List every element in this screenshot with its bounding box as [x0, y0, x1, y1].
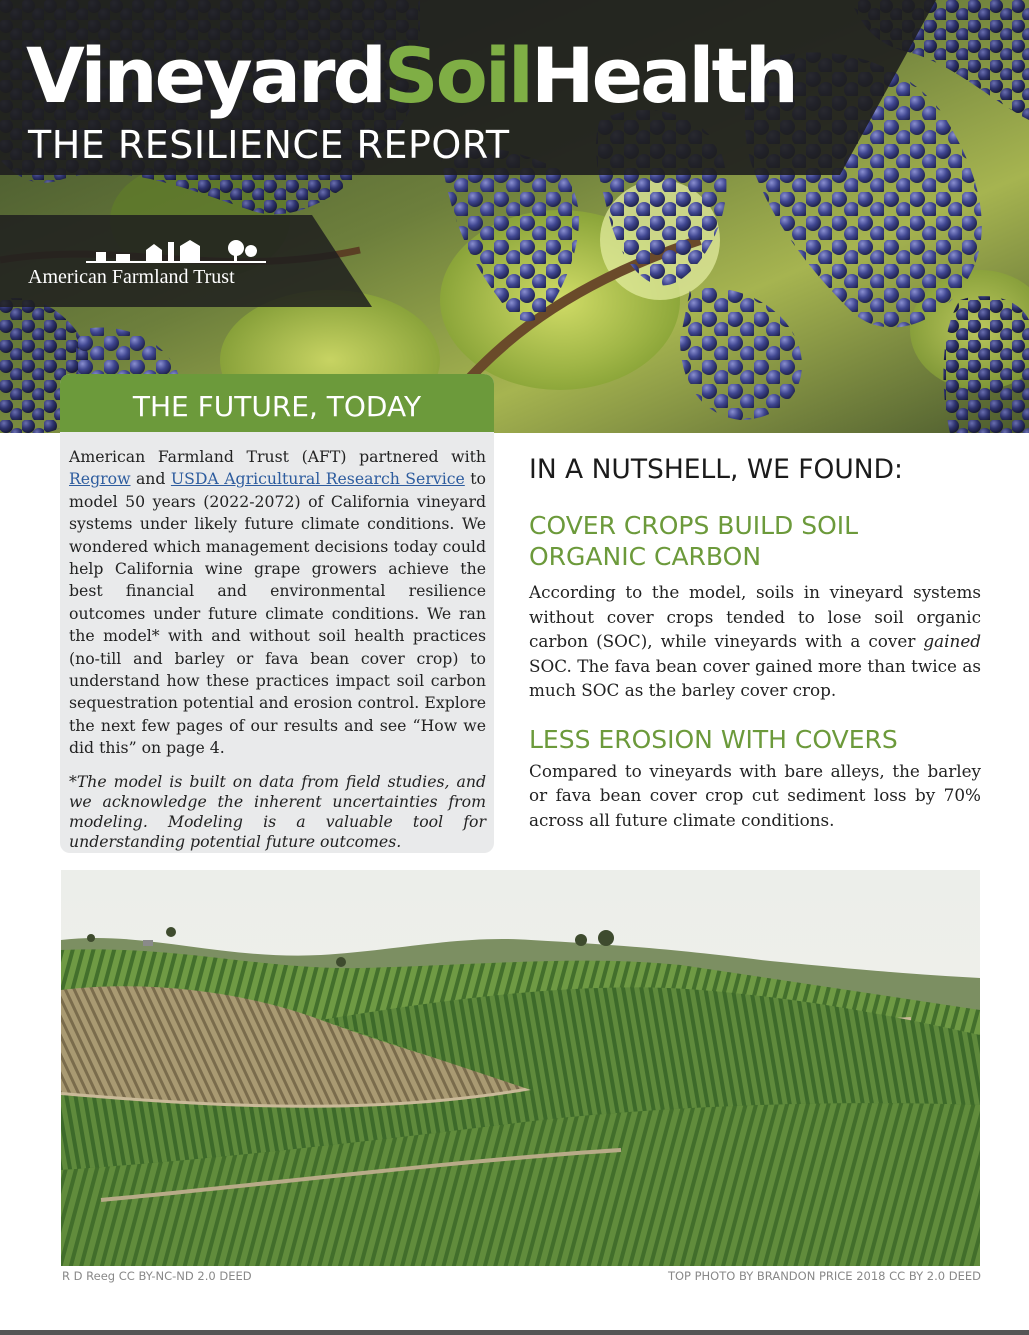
finding-1-emphasis: gained [923, 631, 981, 651]
finding-1-title: COVER CROPS BUILD SOIL ORGANIC CARBON [529, 511, 859, 571]
intro-text-and: and [130, 469, 171, 489]
landscape-illustration [61, 870, 980, 1266]
usda-ars-link[interactable]: USDA Agricultural Research Service [170, 469, 465, 489]
page-title [26, 31, 796, 120]
farm-logo-icon [86, 236, 266, 264]
title-word-soil: Soil [383, 31, 531, 120]
intro-text-start: American Farmland Trust (AFT) partnered with [69, 447, 486, 466]
findings-heading: IN A NUTSHELL, WE FOUND: [529, 454, 903, 485]
sidebar-heading: THE FUTURE, TODAY [60, 374, 494, 432]
vineyard-landscape-photo [61, 870, 980, 1266]
future-today-sidebar [60, 374, 494, 853]
title-word-health: Health [530, 31, 796, 120]
findings-column [529, 452, 981, 832]
title-word-vineyard: Vineyard [26, 31, 384, 120]
logo-text: American Farmland Trust [28, 266, 235, 288]
sidebar-body [60, 432, 494, 852]
finding-2-text: Compared to vineyards with bare alleys, the barley or fava bean cover crop cut sediment loss by 70% across all future climate conditions. [529, 760, 981, 830]
finding-1-text-start: According to the model, soils in vineyard systems without cover crops tended to lose soil organic carbon (SOC), while vineyards with a cover [529, 582, 981, 651]
sidebar-intro-paragraph [69, 446, 486, 760]
model-disclaimer-note: *The model is built on data from field studies, and we acknowledge the inherent uncertainties from modeling. Modeling is a valuable tool for understanding potential future outcomes. [69, 771, 486, 851]
finding-1-text-end: SOC. The fava bean cover gained more than twice as much SOC as the barley cover crop. [529, 655, 981, 700]
finding-2-title: LESS EROSION WITH COVERS [529, 724, 898, 754]
bottom-photo-credit: R D Reeg CC BY-NC-ND 2.0 DEED [62, 1269, 252, 1283]
regrow-link[interactable]: Regrow [69, 469, 131, 489]
page-bottom-rule [0, 1330, 1029, 1335]
hero-photo-grapes [0, 0, 1029, 433]
top-photo-credit: TOP PHOTO BY BRANDON PRICE 2018 CC BY 2.0 DEED [667, 1269, 981, 1283]
finding-1-text [529, 580, 981, 703]
page-subtitle: THE RESILIENCE REPORT [28, 123, 510, 167]
intro-text-rest: to model 50 years (2022-2072) of California vineyard systems under likely future climate conditions. We wondered which management decisions today could help California wine grape growers achieve the best financial and environmental resilience outcomes under future climate conditions. We ran the model* with and without soil health practices (no-till and barley or fava bean cover crop) to understand how these practices impact soil carbon sequestration potential and erosion control. Explore the next few pages of our results and see “How we did this” on page 4. [69, 469, 486, 758]
